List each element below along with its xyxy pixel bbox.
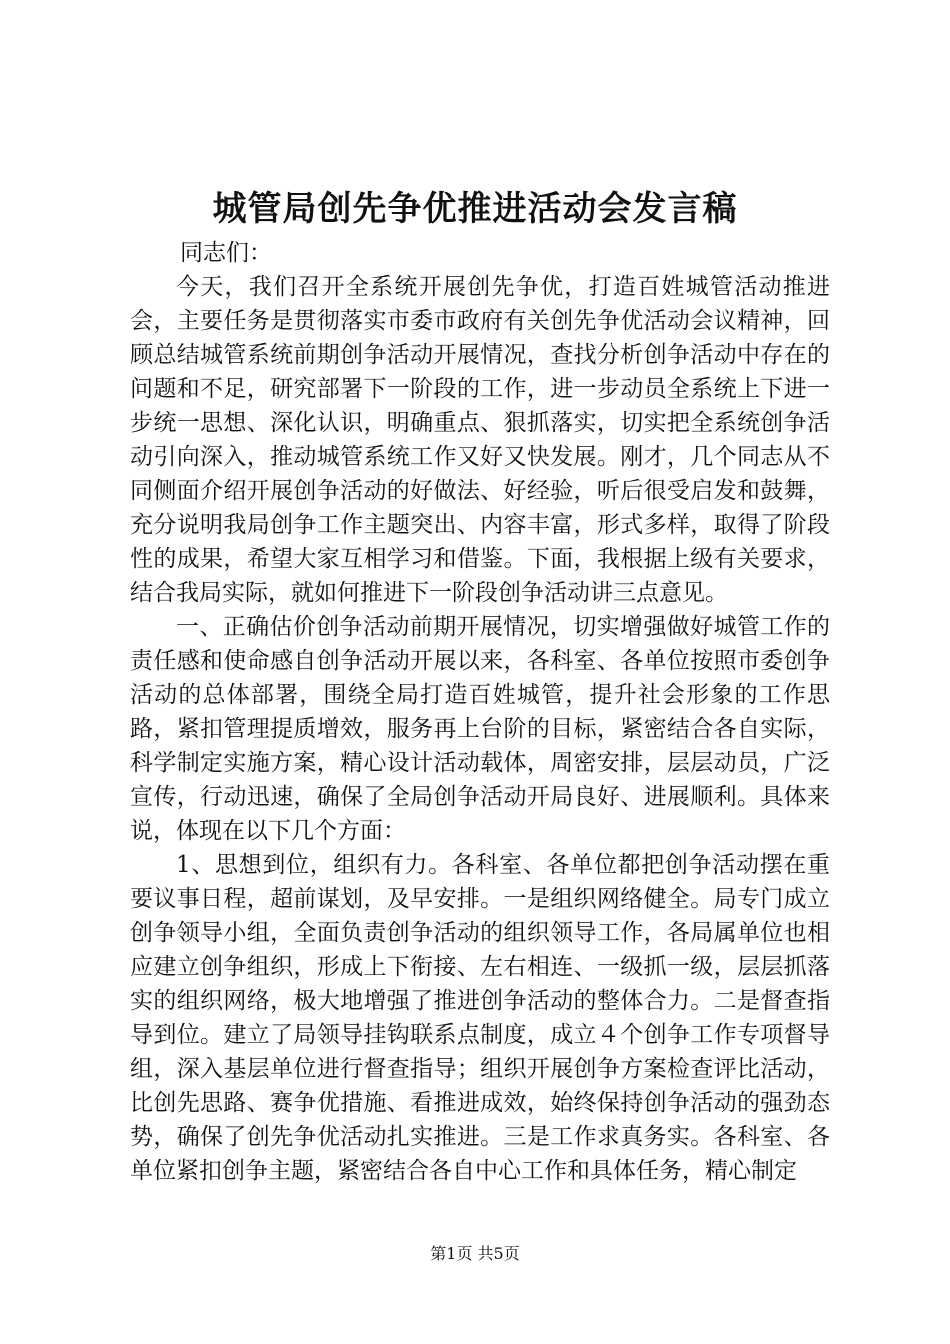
document-body (130, 236, 830, 1188)
page-footer: 第1页 共5页 (430, 1244, 520, 1263)
document-title: 城管局创先争优推进活动会发言稿 (212, 189, 738, 229)
salutation: 同志们： (180, 240, 272, 266)
paragraph-intro: 今天，我们召开全系统开展创先争优，打造百姓城管活动推进会，主要任务是贯彻落实市委市政府有关创先争优活动会议精神，回顾总结城管系统前期创争活动开展情况，查找分析创争活动中存在的问题和不足，研究部署下一阶段的工作，进一步动员全系统上下进一步统一思想、深化认识，明确重点、狠抓落实，切实把全系统创争活动引向深入，推动城管系统工作又好又快发展。刚才，几个同志从不同侧面介绍开展创争活动的好做法、好经验，听后很受启发和鼓舞，充分说明我局创争工作主题突出、内容丰富，形式多样，取得了阶段性的成果，希望大家互相学习和借鉴。下面，我根据上级有关要求，结合我局实际，就如何推进下一阶段创争活动讲三点意见。 (130, 274, 830, 606)
paragraph-point-one: 1、思想到位，组织有力。各科室、各单位都把创争活动摆在重要议事日程，超前谋划，及早安排。一是组织网络健全。局专门成立创争领导小组，全面负责创争活动的组织领导工作，各局属单位也相应建立创争组织，形成上下衔接、左右相连、一级抓一级，层层抓落实的组织网络，极大地增强了推进创争活动的整体合力。二是督查指导到位。建立了局领导挂钩联系点制度，成立４个创争工作专项督导组，深入基层单位进行督查指导；组织开展创争方案检查评比活动，比创先思路、赛争优措施、看推进成效，始终保持创争活动的强劲态势，确保了创先争优活动扎实推进。三是工作求真务实。各科室、各单位紧扣创争主题，紧密结合各自中心工作和具体任务，精心制定 (130, 852, 830, 1184)
paragraph-section-one: 一、正确估价创争活动前期开展情况，切实增强做好城管工作的责任感和使命感自创争活动开展以来，各科室、各单位按照市委创争活动的总体部署，围绕全局打造百姓城管，提升社会形象的工作思路，紧扣管理提质增效，服务再上台阶的目标，紧密结合各自实际，科学制定实施方案，精心设计活动载体，周密安排，层层动员，广泛宣传，行动迅速，确保了全局创争活动开局良好、进展顺利。具体来说，体现在以下几个方面： (130, 614, 830, 844)
